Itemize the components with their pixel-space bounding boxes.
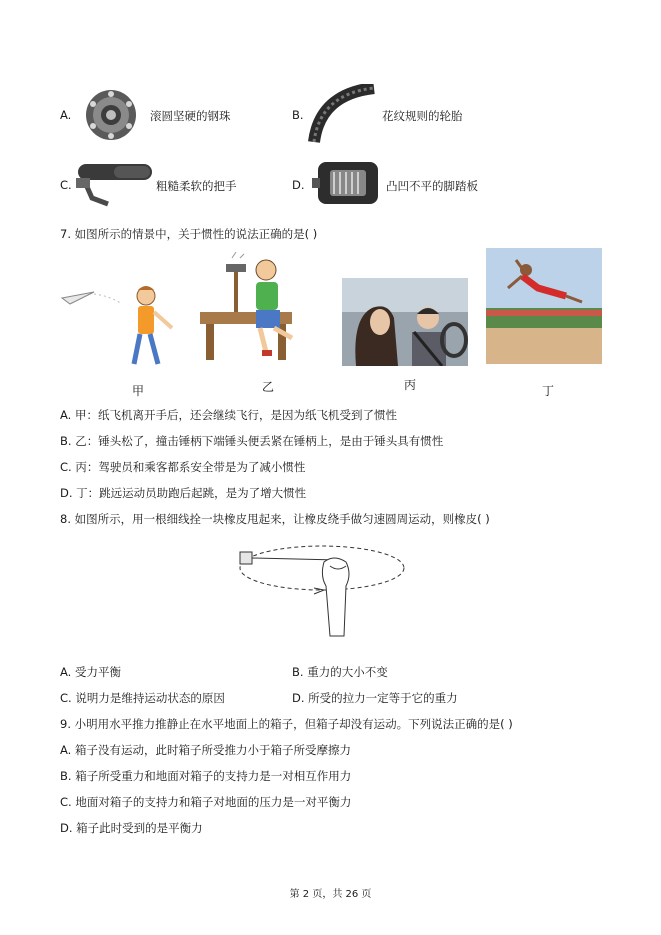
figure-caption-ding: 丁: [542, 384, 555, 398]
q8-option-d: D. 所受的拉力一定等于它的重力: [292, 691, 458, 705]
option-letter: B.: [292, 108, 304, 122]
page-footer: 第 2 页，共 26 页: [289, 889, 372, 900]
option-letter: A.: [60, 108, 72, 122]
q7-option-a: A. 甲：纸飞机离开手后，还会继续飞行，是因为纸飞机受到了惯性: [60, 408, 397, 422]
tire-icon: [308, 84, 380, 144]
q9-option-c: C. 地面对箱子的支持力和箱子对地面的压力是一对平衡力: [60, 795, 352, 809]
long-jump-figure: [486, 248, 602, 364]
q9-question: 9. 小明用水平推力推静止在水平地面上的箱子，但箱子却没有运动。下列说法正确的是( ): [60, 717, 513, 731]
q7-option-d: D. 丁：跳远运动员助跑后起跳，是为了增大惯性: [60, 486, 307, 500]
handlebar-grip-icon: [74, 158, 156, 208]
q9-option-d: D. 箱子此时受到的是平衡力: [60, 821, 203, 835]
q8-option-c: C. 说明力是维持运动状态的原因: [60, 691, 225, 705]
q7-question: 7. 如图所示的情景中，关于惯性的说法正确的是( ): [60, 227, 318, 241]
option-text: 粗糙柔软的把手: [156, 179, 237, 193]
pedal-icon: [312, 156, 384, 210]
q7-option-b: B. 乙：锤头松了，撞击锤柄下端锤头便丢紧在锤柄上，是由于锤头具有惯性: [60, 434, 444, 448]
q8-option-b: B. 重力的大小不变: [292, 665, 388, 679]
option-letter: C.: [60, 178, 72, 192]
circular-motion-figure: [234, 536, 406, 640]
q9-option-a: A. 箱子没有运动，此时箱子所受推力小于箱子所受摩擦力: [60, 743, 351, 757]
option-text: 花纹规则的轮胎: [382, 109, 463, 123]
figure-caption-bing: 丙: [404, 378, 417, 392]
paper-plane-boy-figure: [60, 278, 178, 374]
q8-option-a: A. 受力平衡: [60, 665, 121, 679]
option-letter: D.: [292, 178, 305, 192]
figure-caption-yi: 乙: [262, 380, 275, 394]
figure-caption-jia: 甲: [132, 384, 145, 398]
bearing-icon: [74, 88, 148, 140]
hammer-man-figure: [196, 252, 308, 368]
option-text: 滚圆坚硬的钢珠: [150, 109, 231, 123]
q9-option-b: B. 箱子所受重力和地面对箱子的支持力是一对相互作用力: [60, 769, 352, 783]
q8-question: 8. 如图所示，用一根细线拴一块橡皮甩起来，让橡皮绕手做匀速圆周运动，则橡皮( ): [60, 512, 490, 526]
option-text: 凸凹不平的脚踏板: [386, 179, 478, 193]
car-seatbelt-figure: [342, 278, 468, 366]
q7-option-c: C. 丙：驾驶员和乘客都系安全带是为了减小惯性: [60, 460, 306, 474]
